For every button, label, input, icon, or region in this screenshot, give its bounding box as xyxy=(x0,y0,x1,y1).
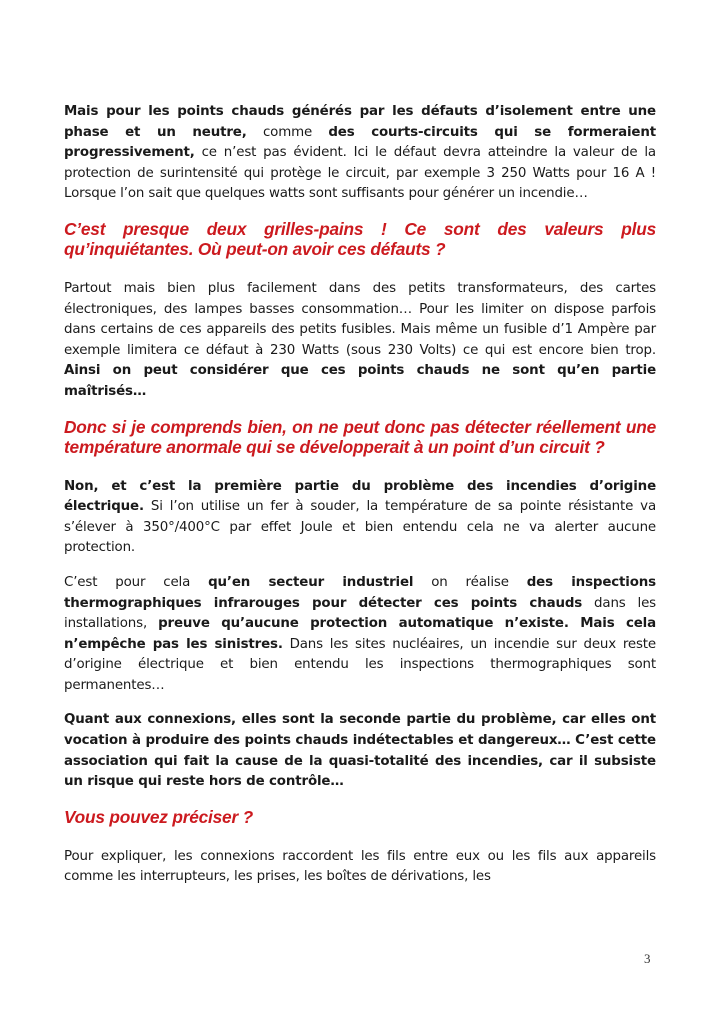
bold-run: Ainsi on peut considérer que ces points chauds ne sont qu’en partie maîtrisés… xyxy=(64,363,656,399)
answer-paragraph xyxy=(64,102,656,205)
text-run: Dans les sites nucléaires, un incendie sur deux reste d’origine électrique et bien entendu les inspections thermographiques sont permanentes… xyxy=(64,636,656,693)
text-run: Pour expliquer, les connexions raccordent les fils entre eux ou les fils aux appareils comme les interrupteurs, les prises, les boîtes de dérivations, les xyxy=(64,848,656,885)
interview-question: Donc si je comprends bien, on ne peut donc pas détecter réellement une température anormale qui se développerait à un point d’un circuit ? xyxy=(64,416,656,457)
answer-paragraph xyxy=(64,710,656,792)
bold-run: qu’en secteur industriel xyxy=(208,574,414,590)
bold-run: des courts-circuits qui se formeraient progressivement, xyxy=(64,124,656,161)
answer-paragraph xyxy=(64,279,656,403)
text-run: comme xyxy=(246,124,329,140)
bold-run: Non, et c’est la première partie du problème des incendies d’origine électrique. xyxy=(64,478,656,515)
document-body xyxy=(64,102,656,902)
page-number: 3 xyxy=(644,951,651,966)
text-run: on réalise xyxy=(413,574,527,590)
answer-paragraph xyxy=(64,573,656,697)
interview-question: C’est presque deux grilles-pains ! Ce sont des valeurs plus qu’inquiétantes. Où peut-on avoir ces défauts ? xyxy=(64,218,656,259)
interview-question: Vous pouvez préciser ? xyxy=(64,806,253,827)
text-run: ce n’est pas évident. Ici le défaut devra atteindre la valeur de la protection de surintensité qui protège le circuit, par exemple 3 250 Watts pour 16 A ! Lorsque l’on sait que quelques watts sont suffisants pour générer un incendie… xyxy=(64,145,656,202)
bold-run: Mais pour les points chauds générés par les défauts d’isolement entre une phase et un neutre, xyxy=(64,104,656,140)
bold-run: des inspections thermographiques infrarouges pour détecter ces points chauds xyxy=(64,574,656,611)
answer-paragraph xyxy=(64,847,656,888)
text-run: Si l’on utilise un fer à souder, la température de sa pointe résistante va s’élever à 350°/400°C par effet Joule et bien entendu cela ne va alerter aucune protection. xyxy=(64,499,656,556)
bold-run: Quant aux connexions, elles sont la seconde partie du problème, car elles ont vocation à produire des points chauds indétectables et dangereux… C’est cette association qui fait la cause de la quasi-totalité des incendies, car il subsiste un risque qui reste hors de contrôle… xyxy=(64,712,656,790)
text-run: Partout mais bien plus facilement dans des petits transformateurs, des cartes électroniques, des lampes basses consommation… Pour les limiter on dispose parfois dans certains de ces appareils des petits fusibles. Mais même un fusible d’1 Ampère par exemple limitera ce défaut à 230 Watts (sous 230 Volts) ce qui est encore bien trop. xyxy=(64,280,656,358)
text-run: dans les installations, xyxy=(64,595,656,632)
answer-paragraph xyxy=(64,477,656,559)
bold-run: preuve qu’aucune protection automatique n’existe. Mais cela n’empêche pas les sinistres. xyxy=(64,616,656,652)
text-run: C’est pour cela xyxy=(64,574,209,590)
